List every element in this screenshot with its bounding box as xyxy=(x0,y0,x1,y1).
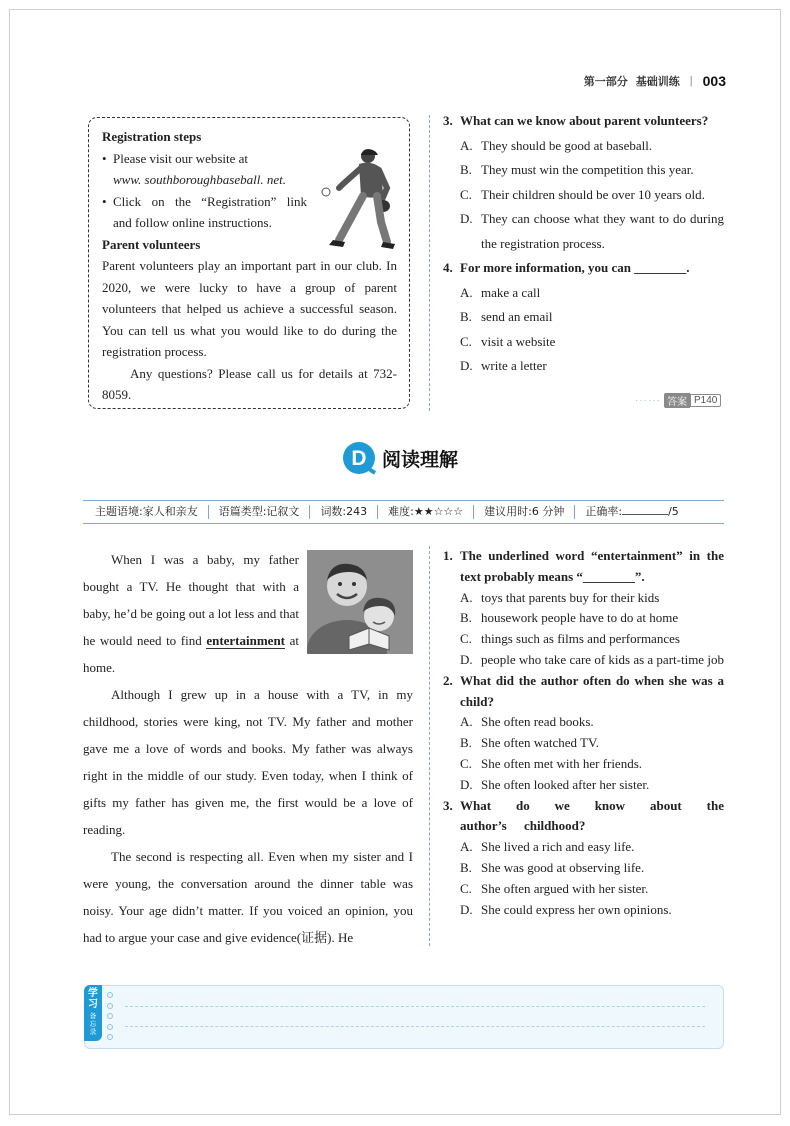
volunteers-text: Parent volunteers play an important part in our club. In 2020, we were lucky to have a group of parent volunteers that helped us achieve a successful season. You can tell us what you would like to do during the registration process. xyxy=(102,258,397,359)
registration-notice xyxy=(88,117,410,409)
answer-reference[interactable] xyxy=(635,393,721,408)
ring-icon xyxy=(107,1024,113,1030)
question-2-stem: 2. What did the author often do when she was a child? xyxy=(443,672,724,709)
underlined-word: entertainment xyxy=(206,633,286,648)
option-2d: D. She often looked after her sister. xyxy=(460,776,650,792)
questions-top xyxy=(443,109,724,379)
father-daughter-reading-photo xyxy=(307,550,413,654)
section-letter: D xyxy=(351,447,367,470)
column-divider-bottom xyxy=(429,546,430,946)
option-3b-a: A. She lived a rich and easy life. xyxy=(460,839,635,855)
memo-tab-subtitle: 备忘录 xyxy=(89,1012,97,1036)
accuracy-blank[interactable] xyxy=(622,505,668,515)
ring-icon xyxy=(107,1003,113,1009)
info-time: 建议用时:6 分钟 xyxy=(474,505,575,519)
option-2c: C. She often met with her friends. xyxy=(460,755,643,771)
step-1-text: Please visit our website at xyxy=(113,150,249,166)
running-header xyxy=(584,73,726,89)
memo-tab-title: 学习 xyxy=(88,988,98,1010)
contact-text: Any questions? Please call us for details at 732-8059. xyxy=(102,365,397,402)
passage-paragraph-1: When I was a baby, my father bought a TV. He thought that with a baby, he’d be going out a lot less and that he would need to find entertainment at home. xyxy=(83,552,299,675)
option-3a: A. They should be good at baseball. xyxy=(460,137,653,153)
section-heading: 阅读理解 xyxy=(382,448,459,471)
reading-passage xyxy=(83,546,413,951)
option-3b-b: B. She was good at observing life. xyxy=(460,859,645,875)
registration-title: Registration steps xyxy=(102,129,202,144)
bullet-icon: • xyxy=(102,193,107,209)
memo-line xyxy=(125,1026,705,1027)
option-3b-d: D. She could express her own opinions. xyxy=(460,901,672,917)
question-3b-stem: 3. What do we know about the author’s childhood? xyxy=(443,797,724,834)
step-1 xyxy=(102,148,307,170)
accuracy-total: /5 xyxy=(668,505,679,518)
option-2b: B. She often watched TV. xyxy=(460,735,599,751)
option-4b: B. send an email xyxy=(460,309,553,324)
option-3b: B. They must win the competition this year. xyxy=(460,162,694,177)
step-2-text: Click on the “Registration” link xyxy=(113,193,307,209)
option-3c: C. Their children should be over 10 years old. xyxy=(460,186,705,202)
study-memo-box[interactable] xyxy=(84,985,724,1049)
option-3d: D. They can choose what they want to do during the registration process. xyxy=(460,211,724,251)
option-4c: C. visit a website xyxy=(460,333,556,349)
question-1-stem: 1. The underlined word “entertainment” in the text probably means “________”. xyxy=(443,548,724,584)
memo-rings xyxy=(107,992,113,1045)
info-genre: 语篇类型:记叙文 xyxy=(209,505,311,519)
info-theme: 主题语境:家人和亲友 xyxy=(83,505,209,519)
questions-bottom xyxy=(443,546,724,920)
section-title xyxy=(342,441,458,475)
info-word-count: 词数:243 xyxy=(310,505,378,519)
option-3b-c: C. She often argued with her sister. xyxy=(460,880,649,896)
header-section: 基础训练 xyxy=(635,76,680,88)
header-part: 第一部分 xyxy=(583,76,628,88)
ring-icon xyxy=(107,1034,113,1040)
step-2-cont: and follow online instructions. xyxy=(113,215,272,230)
answer-label: 答案 xyxy=(664,393,690,408)
memo-tab xyxy=(84,985,102,1041)
info-difficulty: 难度:★★☆☆☆ xyxy=(378,505,474,519)
volunteers-title: Parent volunteers xyxy=(102,236,201,252)
step-2 xyxy=(102,191,307,213)
question-4-stem: 4. For more information, you can ________. xyxy=(443,260,690,275)
ring-icon xyxy=(107,992,113,998)
option-1b: B. housework people have to do at home xyxy=(460,610,679,626)
answer-dots: ······ xyxy=(635,395,661,406)
passage-paragraph-2: Although I grew up in a house with a TV, in my childhood, stories were king, not TV. My father and mother gave me a love of words and books. My father was always right in the middle of our study. Even today, when I think of gifts my father has given me, the first would be a love of reading. xyxy=(83,687,413,837)
option-4a: A. make a call xyxy=(460,284,541,300)
bullet-icon: • xyxy=(102,150,107,166)
column-divider-top xyxy=(429,115,430,411)
header-separator: | xyxy=(689,75,693,87)
website-url: www. southboroughbaseball. net. xyxy=(113,172,286,187)
info-accuracy xyxy=(575,505,688,519)
question-3-stem: 3. What can we know about parent volunteers? xyxy=(443,113,709,128)
baseball-player-illustration xyxy=(321,144,401,252)
ring-icon xyxy=(107,1013,113,1019)
option-2a: A. She often read books. xyxy=(460,714,594,730)
answer-page: P140 xyxy=(690,394,721,407)
reading-info-bar xyxy=(83,500,724,524)
option-1c: C. things such as films and performances xyxy=(460,631,680,647)
passage-paragraph-3: The second is respecting all. Even when my sister and I were young, the conversation around the dinner table was noisy. Your age didn’t matter. If you voiced an opinion, you had to argue your case and give evidence(证据). He xyxy=(83,849,413,945)
option-1a: A. toys that parents buy for their kids xyxy=(460,589,660,605)
option-1d: D. people who take care of kids as a part-time job xyxy=(460,651,724,667)
memo-line xyxy=(125,1006,705,1007)
accuracy-label: 正确率: xyxy=(585,505,623,518)
page-number: 003 xyxy=(702,73,726,89)
section-d-badge-icon xyxy=(342,441,376,475)
option-4d: D. write a letter xyxy=(460,358,547,373)
